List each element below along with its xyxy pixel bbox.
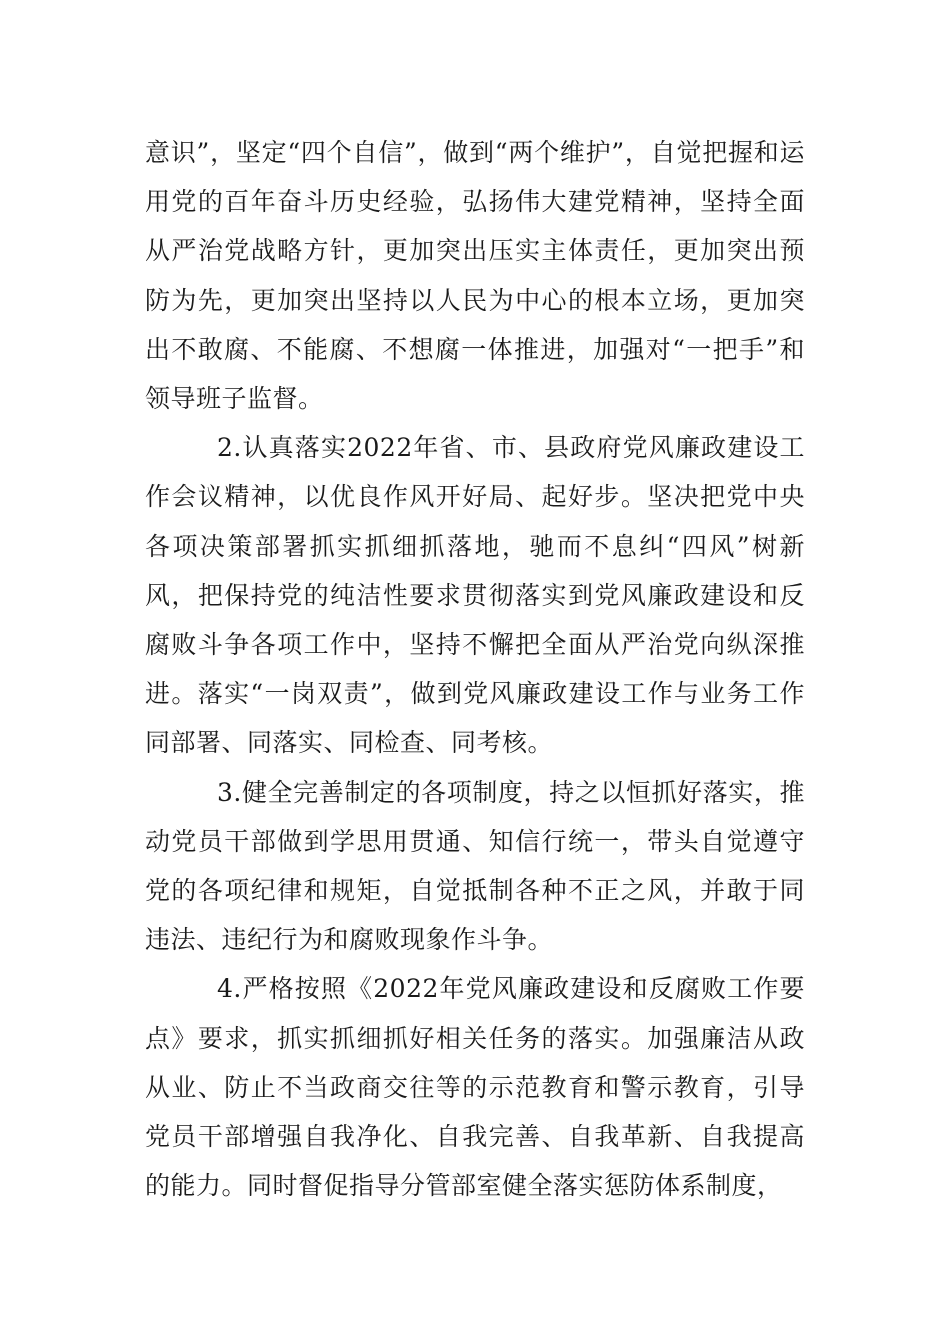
paragraph-item-4: 4.严格按照《2022年党风廉政建设和反腐败工作要点》要求，抓实抓细抓好相关任务的落实。加强廉洁从政从业、防止不当政商交往等的示范教育和警示教育，引导党员干部增强自我净化、自我完善、自我革新、自我提高的能力。同时督促指导分管部室健全落实惩防体系制度， (145, 974, 805, 1201)
paragraph-item-2: 2.认真落实2022年省、市、县政府党风廉政建设工作会议精神，以优良作风开好局、起好步。坚决把党中央各项决策部署抓实抓细抓落地，驰而不息纠“四风”树新风，把保持党的纯洁性要求贯彻落实到党风廉政建设和反腐败斗争各项工作中，坚持不懈把全面从严治党向纵深推进。落实“一岗双责”，做到党风廉政建设工作与业务工作同部署、同落实、同检查、同考核。 (145, 433, 805, 758)
document-body (145, 128, 805, 1210)
paragraph-item-3: 3.健全完善制定的各项制度，持之以恒抓好落实，推动党员干部做到学思用贯通、知信行统一，带头自觉遵守党的各项纪律和规矩，自觉抵制各种不正之风，并敢于同违法、违纪行为和腐败现象作斗争。 (145, 777, 805, 955)
paragraph-continuation: 意识”，坚定“四个自信”，做到“两个维护”，自觉把握和运用党的百年奋斗历史经验，弘扬伟大建党精神，坚持全面从严治党战略方针，更加突出压实主体责任，更加突出预防为先，更加突出坚持以人民为中心的根本立场，更加突出不敢腐、不能腐、不想腐一体推进，加强对“一把手”和领导班子监督。 (145, 138, 805, 414)
